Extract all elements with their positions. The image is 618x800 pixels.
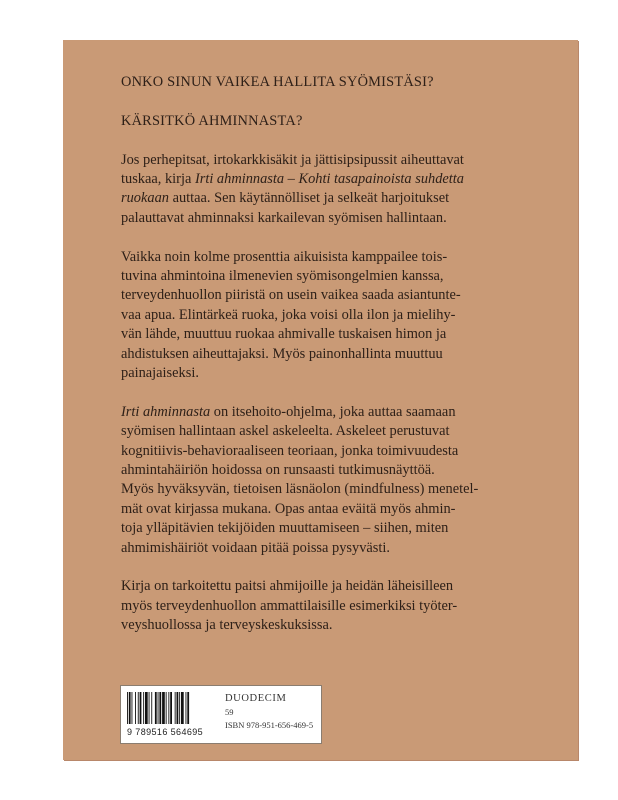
text-line <box>121 170 526 189</box>
text-line: Kirja on tarkoitettu paitsi ahmijoille ja heidän läheisilleen <box>121 578 454 595</box>
book-title-italic: Irti ahminnasta <box>121 403 211 420</box>
text-span: tuskaa, kirja <box>121 171 195 187</box>
isbn-number: ISBN 978-951-656-469-5 <box>225 720 314 730</box>
text-line: toja ylläpitävien tekijöiden muuttamiseen – siihen, miten <box>121 520 449 537</box>
heading-question-2: KÄRSITKÖ AHMINNASTA? <box>121 112 303 129</box>
text-line: terveydenhuollon piiristä on usein vaikea saada asiantunte- <box>121 287 461 304</box>
text-line: tuvina ahmintoina ilmenevien syömisongelmien kanssa, <box>121 268 444 285</box>
text-line <box>121 403 526 422</box>
barcode-number: 9 789516 564695 <box>127 727 204 737</box>
text-line: mät ovat kirjassa mukana. Opas antaa eväitä myös ahmin- <box>121 500 456 517</box>
text-line: vän lähde, muuttuu ruokaa ahmivalle tuskaisen himon ja <box>121 326 447 343</box>
text-span: auttaa. Sen käytännölliset ja selkeät harjoitukset <box>168 190 450 207</box>
text-line: vaa apua. Elintärkeä ruoka, joka voisi olla ilon ja mielihy- <box>121 306 456 323</box>
text-line: Vaikka noin kolme prosenttia aikuisista kamppailee tois- <box>121 248 448 265</box>
publisher-info <box>225 692 313 732</box>
text-line: ahdistuksen aiheuttajaksi. Myös painonhallinta muuttuu <box>121 345 443 362</box>
text-line: ahmintahäiriön hoidossa on runsaasti tutkimusnäyttöä. <box>121 462 435 479</box>
paragraph-audience <box>121 577 526 635</box>
text-line: painajaiseksi. <box>121 365 199 382</box>
book-title-italic: ruokaan <box>121 190 169 207</box>
text-line <box>121 189 526 208</box>
paragraph-intro <box>121 151 526 229</box>
text-line: kognitiivis-behavioraaliseen teoriaan, jonka toimivuudesta <box>121 442 459 459</box>
text-line: Myös hyväksyvän, tietoisen läsnäolon (mindfulness) menetel- <box>121 481 479 498</box>
paragraph-problem <box>121 248 526 384</box>
paragraph-program <box>121 403 526 558</box>
barcode-label <box>120 685 322 744</box>
heading-question-1: ONKO SINUN VAIKEA HALLITA SYÖMISTÄSI? <box>121 74 434 90</box>
text-span: on itsehoito-ohjelma, joka auttaa saamaan <box>210 403 456 420</box>
text-line: ahmimishäiriöt voidaan pitää poissa pysyvästi. <box>121 539 390 556</box>
publisher-name: DUODECIM <box>225 693 287 704</box>
text-line: veyshuollossa ja terveyskeskuksissa. <box>121 617 333 634</box>
barcode-icon <box>127 692 217 724</box>
product-code: 59 <box>225 707 234 717</box>
text-line: Jos perhepitsat, irtokarkkisäkit ja jättisipsipussit aiheuttavat <box>121 151 464 168</box>
book-title-italic: Irti ahminnasta – Kohti tasapainoista suhdetta <box>194 171 464 187</box>
text-line: syömisen hallintaan askel askeleelta. Askeleet perustuvat <box>121 423 450 440</box>
book-back-cover <box>63 40 578 760</box>
text-line: myös terveydenhuollon ammattilaisille esimerkiksi työter- <box>121 597 458 614</box>
text-line: palauttavat ahminnaksi karkailevan syömisen hallintaan. <box>121 209 447 226</box>
cover-text <box>121 73 526 636</box>
